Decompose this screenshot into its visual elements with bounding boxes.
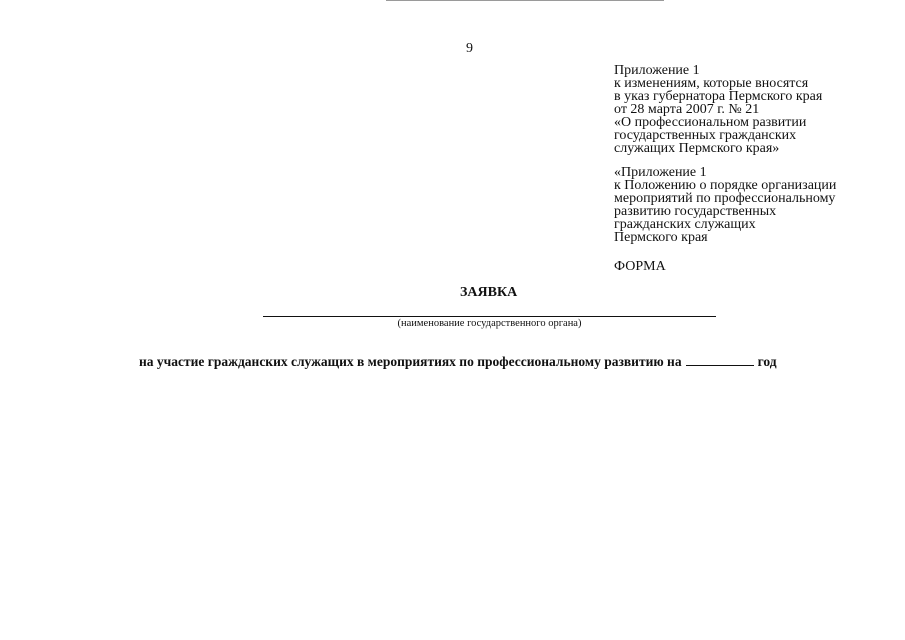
organization-name-line bbox=[263, 316, 716, 317]
annex-regulation-line: «Приложение 1 bbox=[614, 165, 707, 180]
request-subject-text: на участие гражданских служащих в мероприятиях по профессиональному развитию на bbox=[139, 354, 682, 369]
annex-header-line: к изменениям, которые вносятся bbox=[614, 76, 809, 91]
scan-top-rule bbox=[386, 0, 664, 1]
document-title: ЗАЯВКА bbox=[460, 285, 518, 300]
form-label: ФОРМА bbox=[614, 259, 666, 274]
year-blank-line bbox=[686, 354, 754, 366]
annex-header-line: государственных гражданских bbox=[614, 128, 797, 143]
annex-header-line: от 28 марта 2007 г. № 21 bbox=[614, 102, 760, 117]
annex-regulation-line: гражданских служащих bbox=[614, 217, 756, 232]
organization-name-caption: (наименование государственного органа) bbox=[397, 318, 582, 329]
annex-regulation-block bbox=[614, 166, 836, 244]
annex-header-line: служащих Пермского края» bbox=[614, 141, 780, 156]
annex-regulation-line: развитию государственных bbox=[614, 204, 777, 219]
annex-header-line: Приложение 1 bbox=[614, 63, 700, 78]
annex-header-line: в указ губернатора Пермского края bbox=[614, 89, 823, 104]
annex-header-line: «О профессиональном развитии bbox=[614, 115, 807, 130]
annex-regulation-line: мероприятий по профессиональному bbox=[614, 191, 836, 206]
annex-regulation-line: Пермского края bbox=[614, 230, 708, 245]
request-subject-suffix: год bbox=[757, 354, 777, 369]
annex-regulation-line: к Положению о порядке организации bbox=[614, 178, 837, 193]
page-number: 9 bbox=[466, 41, 473, 56]
annex-header-block bbox=[614, 64, 822, 155]
request-subject bbox=[139, 354, 777, 370]
